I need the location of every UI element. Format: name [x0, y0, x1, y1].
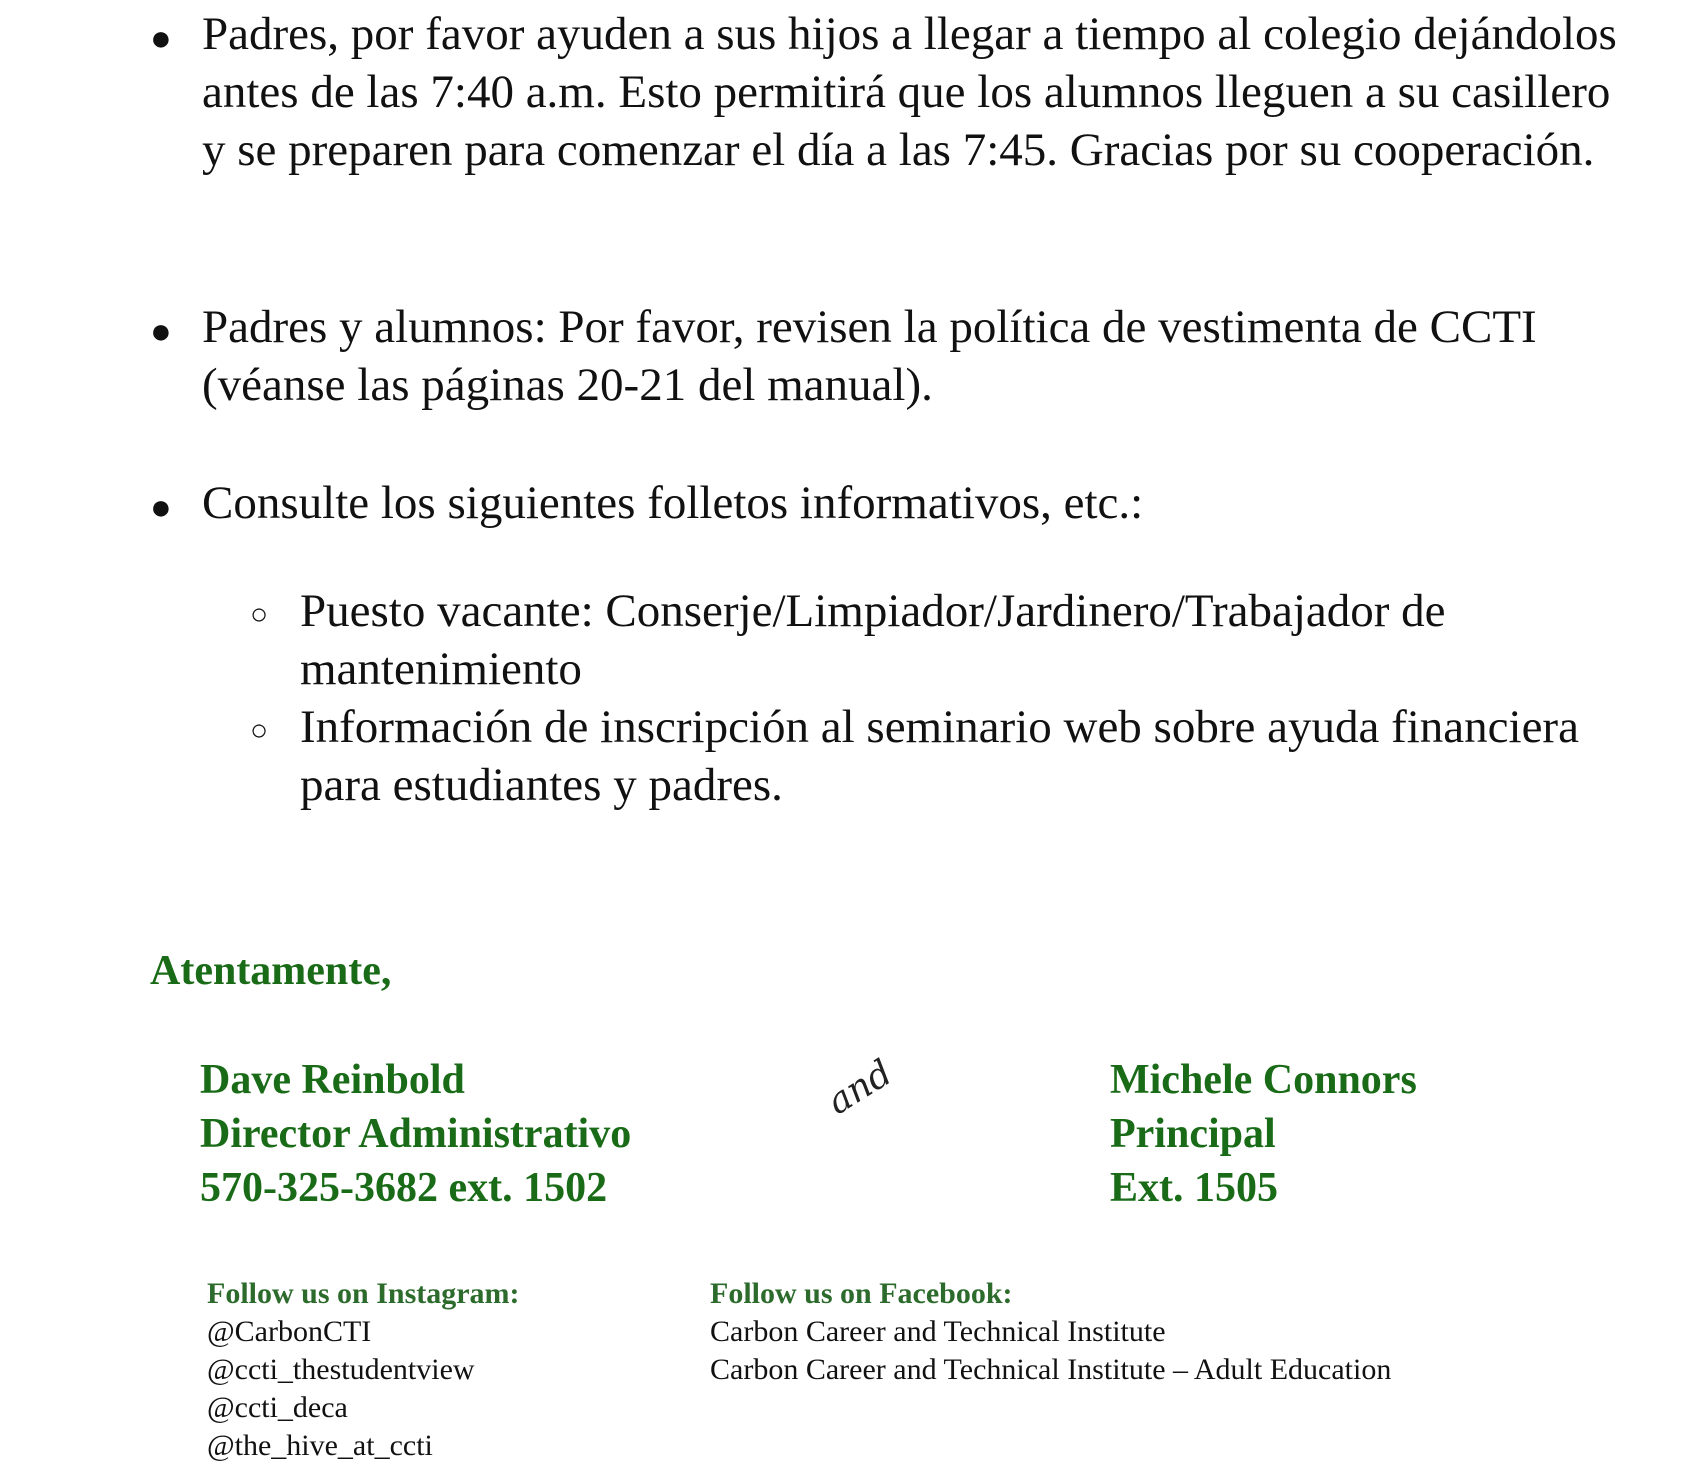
instagram-heading: Follow us on Instagram: — [207, 1277, 520, 1310]
facebook-page: Carbon Career and Technical Institute – Adult Education — [710, 1353, 1392, 1386]
instagram-block — [207, 1275, 520, 1465]
and-connector: and — [820, 1052, 900, 1123]
hollow-bullet-icon: ○ — [250, 714, 269, 747]
bullet-icon: ● — [150, 487, 172, 527]
list-item-text: Consulte los siguientes folletos informativos, etc.: — [202, 477, 1144, 529]
hollow-bullet-icon: ○ — [250, 598, 269, 631]
signature-block-left — [200, 1053, 631, 1215]
list-item-dress-code — [150, 298, 1632, 414]
sub-list-item-webinar — [250, 698, 1630, 814]
closing-salutation: Atentamente, — [150, 948, 392, 994]
signatory-name: Michele Connors — [1110, 1057, 1417, 1103]
facebook-block — [710, 1275, 1391, 1389]
facebook-page: Carbon Career and Technical Institute — [710, 1315, 1166, 1348]
signatory-name: Dave Reinbold — [200, 1057, 465, 1103]
signatory-phone: Ext. 1505 — [1110, 1165, 1278, 1211]
list-item-text: Padres y alumnos: Por favor, revisen la política de vestimenta de CCTI (véanse las páginas 20-21 del manual). — [202, 301, 1537, 411]
list-item-flyers — [150, 474, 1662, 537]
signatory-title: Director Administrativo — [200, 1111, 632, 1157]
list-item-arrival-time — [150, 5, 1622, 179]
sub-list-item-job-vacancy — [250, 582, 1630, 698]
signatory-phone: 570-325-3682 ext. 1502 — [200, 1165, 608, 1211]
sub-list-item-text: Información de inscripción al seminario web sobre ayuda financiera para estudiantes y padres. — [300, 701, 1579, 811]
list-item-text: Padres, por favor ayuden a sus hijos a llegar a tiempo al colegio dejándolos antes de las 7:40 a.m. Esto permitirá que los alumnos lleguen a su casillero y se preparen para comenzar el día a las 7:45. Gracias por su cooperación. — [202, 8, 1617, 176]
signatory-title: Principal — [1110, 1111, 1276, 1157]
signature-block-right — [1110, 1053, 1417, 1215]
instagram-handle: @CarbonCTI — [207, 1315, 372, 1348]
instagram-handle: @the_hive_at_ccti — [207, 1429, 433, 1462]
bullet-icon: ● — [150, 18, 172, 58]
sub-list-item-text: Puesto vacante: Conserje/Limpiador/Jardinero/Trabajador de mantenimiento — [300, 585, 1446, 695]
instagram-handle: @ccti_deca — [207, 1391, 348, 1424]
bullet-icon: ● — [150, 311, 172, 351]
instagram-handle: @ccti_thestudentview — [207, 1353, 475, 1386]
facebook-heading: Follow us on Facebook: — [710, 1277, 1013, 1310]
flyer-sub-list — [250, 582, 1630, 814]
